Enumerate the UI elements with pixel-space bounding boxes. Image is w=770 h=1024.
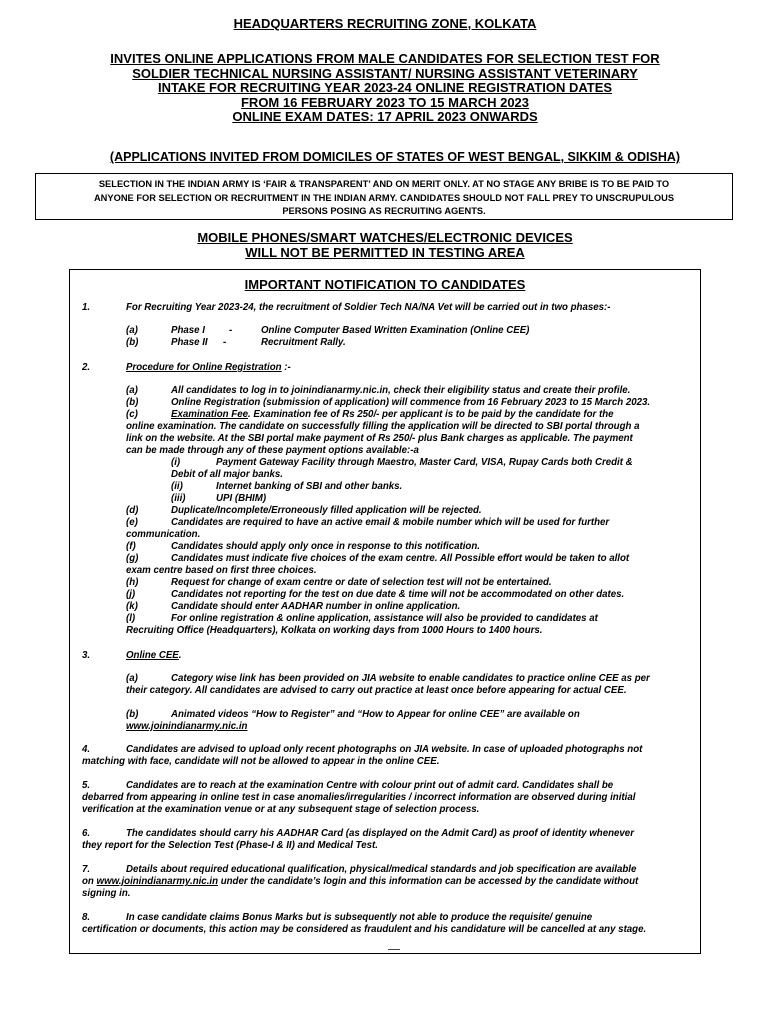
sub-item-text: UPI (BHIM) bbox=[216, 493, 267, 504]
exam-fee-text: . Examination fee of Rs 250/- per applicant is to be paid by the candidate for the bbox=[248, 409, 614, 420]
item-text: online examination. The candidate on successfully filling the application will be directed to SBI portal through a bbox=[126, 421, 640, 432]
sub-item-label: (ii) bbox=[171, 481, 183, 492]
item-text: Candidates should apply only once in response to this notification. bbox=[171, 541, 480, 552]
phase-name: Phase II bbox=[171, 337, 208, 348]
para-number: 2. bbox=[82, 362, 91, 373]
notification-box bbox=[69, 269, 701, 954]
warning-line: SELECTION IN THE INDIAN ARMY IS ‘FAIR & TRANSPARENT’ AND ON MERIT ONLY. AT NO STAGE ANY BRIBE IS TO BE PAID TO bbox=[98, 179, 670, 189]
mobile-line: MOBILE PHONES/SMART WATCHES/ELECTRONIC DEVICES bbox=[197, 230, 573, 245]
item-text: Candidates are required to have an active email & mobile number which will be used for further bbox=[171, 517, 610, 528]
warning-line: PERSONS POSING AS RECRUITING AGENTS. bbox=[282, 206, 486, 217]
phase-dash: - bbox=[223, 337, 227, 348]
invite-line: INTAKE FOR RECRUITING YEAR 2023-24 ONLINE REGISTRATION DATES bbox=[157, 80, 613, 95]
invitation-heading bbox=[0, 52, 770, 125]
page-title: HEADQUARTERS RECRUITING ZONE, KOLKATA bbox=[233, 16, 537, 31]
para-3-title: Online CEE bbox=[126, 650, 179, 661]
item-label: (e) bbox=[126, 517, 138, 528]
item-text: can be made through any of these payment options available:-a bbox=[126, 445, 419, 456]
para-text: Details about required educational qualification, physical/medical standards and job specification are available bbox=[126, 864, 637, 875]
sub-item-text: Internet banking of SBI and other banks. bbox=[216, 481, 403, 492]
item-text: Candidate should enter AADHAR number in online application. bbox=[171, 601, 461, 612]
sub-item-text: Payment Gateway Facility through Maestro, Master Card, VISA, Rupay Cards both Credit & bbox=[216, 457, 633, 468]
phase-desc: Online Computer Based Written Examination (Online CEE) bbox=[261, 325, 530, 336]
para-text: signing in. bbox=[82, 888, 131, 899]
para-2-suffix: :- bbox=[281, 362, 291, 373]
item-label: (a) bbox=[126, 673, 138, 684]
para-text: verification at the examination venue or at any subsequent stage of selection process. bbox=[82, 804, 480, 815]
para-2-title: Procedure for Online Registration bbox=[126, 362, 282, 373]
item-label: (a) bbox=[126, 385, 138, 396]
para-number: 6. bbox=[82, 828, 91, 839]
item-text: their category. All candidates are advised to carry out practice at least once before appearing for actual CEE. bbox=[126, 685, 627, 696]
electronic-devices-heading bbox=[0, 231, 770, 260]
domicile-heading: (APPLICATIONS INVITED FROM DOMICILES OF STATES OF WEST BENGAL, SIKKIM & ODISHA) bbox=[109, 150, 681, 164]
invite-line: INVITES ONLINE APPLICATIONS FROM MALE CANDIDATES FOR SELECTION TEST FOR bbox=[110, 51, 660, 66]
invite-line: SOLDIER TECHNICAL NURSING ASSISTANT/ NURSING ASSISTANT VETERINARY bbox=[132, 65, 638, 81]
para-2-heading bbox=[126, 362, 291, 374]
phase-name: Phase I bbox=[171, 325, 205, 336]
para-text: Candidates are advised to upload only recent photographs on JIA website. In case of uploaded photographs not bbox=[126, 744, 643, 755]
item-text: communication. bbox=[126, 529, 201, 540]
para-text: In case candidate claims Bonus Marks but is subsequently not able to produce the requisite/ genuine bbox=[126, 912, 593, 923]
para-text: on bbox=[82, 876, 97, 887]
item-text: exam centre based on first three choices. bbox=[126, 565, 317, 576]
item-label: (g) bbox=[126, 553, 139, 564]
para-1-text: For Recruiting Year 2023-24, the recruitment of Soldier Tech NA/NA Vet will be carried out in two phases:- bbox=[126, 302, 611, 313]
notification-title: IMPORTANT NOTIFICATION TO CANDIDATES bbox=[244, 277, 526, 292]
exam-fee-line bbox=[171, 409, 614, 421]
jia-website-link[interactable]: www.joinindianarmy.nic.in bbox=[126, 721, 248, 732]
item-text: link on the website. At the SBI portal make payment of Rs 250/- plus Bank charges as applicable. The payment bbox=[126, 433, 633, 444]
para-number: 7. bbox=[82, 864, 91, 875]
phase-label: (a) bbox=[126, 325, 138, 336]
para-text: under the candidate’s login and this information can be accessed by the candidate without bbox=[218, 876, 639, 887]
para-text: matching with face, candidate will not be allowed to appear in the online CEE. bbox=[82, 756, 440, 767]
item-text: Category wise link has been provided on JIA website to enable candidates to practice online CEE as per bbox=[171, 673, 650, 684]
para-text: The candidates should carry his AADHAR Card (as displayed on the Admit Card) as proof of identity whenever bbox=[126, 828, 634, 839]
para-number: 4. bbox=[82, 744, 91, 755]
invite-line: FROM 16 FEBRUARY 2023 TO 15 MARCH 2023 bbox=[240, 94, 530, 110]
item-text: Recruiting Office (Headquarters), Kolkata on working days from 1000 Hours to 1400 hours. bbox=[126, 625, 543, 636]
item-text: Duplicate/Incomplete/Erroneously filled application will be rejected. bbox=[171, 505, 482, 516]
item-text: Online Registration (submission of application) will commence from 16 February 2023 to 15 March 2023. bbox=[171, 397, 651, 408]
item-text: Candidates not reporting for the test on due date & time will not be accommodated on other dates. bbox=[171, 589, 625, 600]
item-label: (j) bbox=[126, 589, 136, 600]
phase-dash: - bbox=[229, 325, 233, 336]
item-text: Candidates must indicate five choices of the exam centre. All Possible effort would be taken to allot bbox=[171, 553, 630, 564]
para-7-line-2 bbox=[82, 876, 638, 888]
item-label: (h) bbox=[126, 577, 139, 588]
page-divider bbox=[388, 949, 400, 950]
item-text: All candidates to log in to joinindianarmy.nic.in, check their eligibility status and create their profile. bbox=[171, 385, 631, 396]
item-text: Request for change of exam centre or date of selection test will not be entertained. bbox=[171, 577, 552, 588]
para-text: certification or documents, this action may be considered as fraudulent and his candidature will be cancelled at any stage. bbox=[82, 924, 647, 935]
sub-item-label: (iii) bbox=[171, 493, 186, 504]
para-text: they report for the Selection Test (Phase-I & II) and Medical Test. bbox=[82, 840, 378, 851]
para-number: 3. bbox=[82, 650, 91, 661]
item-label: (b) bbox=[126, 709, 139, 720]
item-label: (f) bbox=[126, 541, 136, 552]
item-text: For online registration & online application, assistance will also be provided to candidates at bbox=[171, 613, 598, 624]
para-text: debarred from appearing in online test in case anomalies/irregularities / incorrect information are observed during initial bbox=[82, 792, 636, 803]
invite-line: ONLINE EXAM DATES: 17 APRIL 2023 ONWARDS bbox=[232, 109, 538, 124]
para-number: 1. bbox=[82, 302, 91, 313]
para-number: 8. bbox=[82, 912, 91, 923]
phase-desc: Recruitment Rally. bbox=[261, 337, 346, 348]
item-label: (c) bbox=[126, 409, 138, 420]
sub-item-label: (i) bbox=[171, 457, 181, 468]
item-label: (d) bbox=[126, 505, 139, 516]
warning-line: ANYONE FOR SELECTION OR RECRUITMENT IN THE INDIAN ARMY. CANDIDATES SHOULD NOT FALL PREY TO UNSCRUPULOUS bbox=[93, 192, 675, 203]
item-text: Animated videos “How to Register” and “How to Appear for online CEE” are available on bbox=[171, 709, 580, 720]
mobile-line: WILL NOT BE PERMITTED IN TESTING AREA bbox=[245, 244, 525, 260]
para-3-suffix: . bbox=[178, 650, 182, 661]
jia-website-link[interactable]: www.joinindianarmy.nic.in bbox=[96, 876, 218, 887]
item-label: (k) bbox=[126, 601, 138, 612]
bribe-warning-box bbox=[35, 173, 733, 220]
phase-label: (b) bbox=[126, 337, 139, 348]
para-3-heading bbox=[126, 650, 181, 662]
item-label: (l) bbox=[126, 613, 136, 624]
item-label: (b) bbox=[126, 397, 139, 408]
para-number: 5. bbox=[82, 780, 91, 791]
sub-item-text: Debit of all major banks. bbox=[171, 469, 283, 480]
exam-fee-title: Examination Fee bbox=[171, 409, 248, 420]
para-text: Candidates are to reach at the examination Centre with colour print out of admit card. Candidates shall be bbox=[126, 780, 614, 791]
